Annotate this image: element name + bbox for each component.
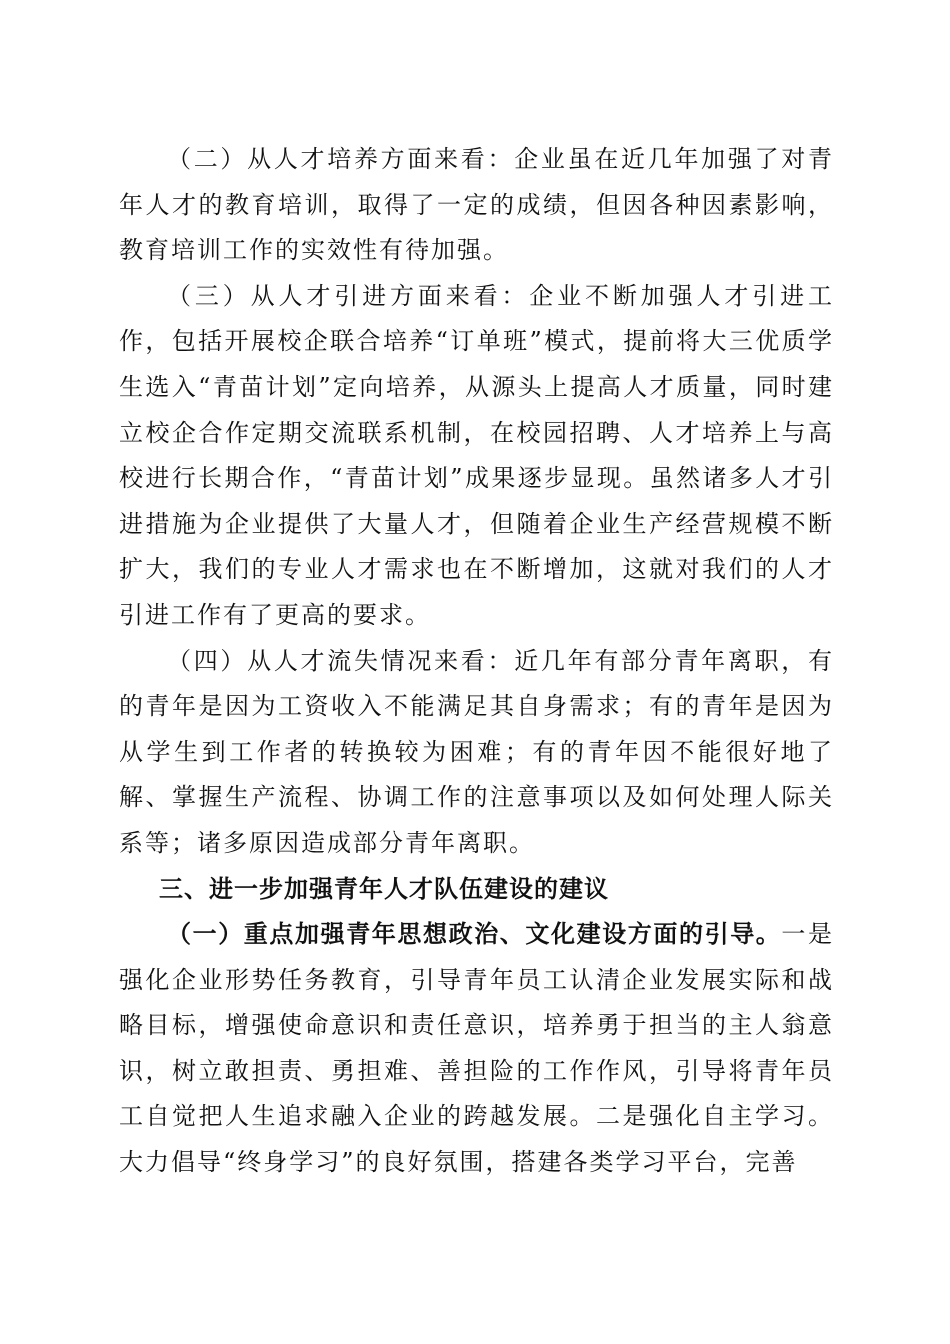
- paragraph-text: （三）从人才引进方面来看：企业不断加强人才引进工作，包括开展校企联合培养“订单班”模式，提前将大三优质学生选入“青苗计划”定向培养，从源头上提高人才质量，同时建立校企合作定期交流联系机制，在校园招聘、人才培养上与高校进行长期合作，“青苗计划”成果逐步显现。虽然诸多人才引进措施为企业提供了大量人才，但随着企业生产经营规模不断扩大，我们的专业人才需求也在不断增加，这就对我们的人才引进工作有了更高的要求。: [119, 281, 834, 629]
- paragraph-ideological-guidance: [119, 912, 834, 1186]
- paragraph-talent-introduction: [119, 274, 834, 639]
- paragraph-text: 一是强化企业形势任务教育，引导青年员工认清企业发展实际和战略目标，增强使命意识和责任意识，培养勇于担当的主人翁意识，树立敢担责、勇担难、善担险的工作作风，引导将青年员工自觉把人生追求融入企业的跨越发展。二是强化自主学习。大力倡导“终身学习”的良好氛围，搭建各类学习平台，完善: [119, 920, 835, 1177]
- paragraph-text: （四）从人才流失情况来看：近几年有部分青年离职，有的青年是因为工资收入不能满足其自身需求；有的青年是因为从学生到工作者的转换较为困难；有的青年因不能很好地了解、掌握生产流程、协调工作的注意事项以及如何处理人际关系等；诸多原因造成部分青年离职。: [119, 646, 834, 857]
- section-heading: 三、进一步加强青年人才队伍建设的建议: [159, 874, 609, 903]
- paragraph-talent-training: [119, 137, 834, 274]
- paragraph-text: （二）从人才培养方面来看：企业虽在近几年加强了对青年人才的教育培训，取得了一定的成绩，但因各种因素影响，教育培训工作的实效性有待加强。: [119, 145, 834, 265]
- paragraph-talent-loss: [119, 639, 834, 867]
- document-body: [119, 137, 834, 1186]
- paragraph-lead: （一）重点加强青年思想政治、文化建设方面的引导。: [167, 920, 782, 949]
